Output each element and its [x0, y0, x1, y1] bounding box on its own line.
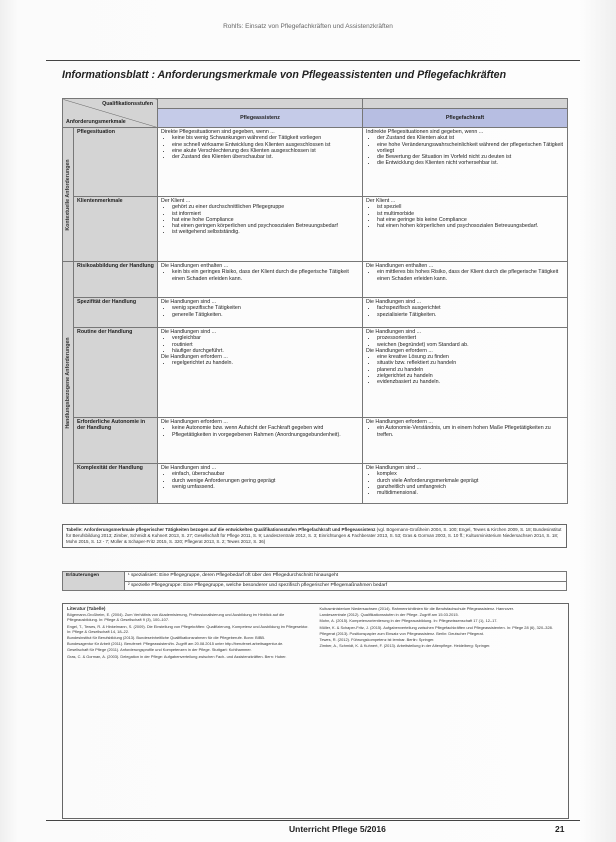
literature-entry: Engel, T., Tewes, R. & Hinkelmann, S. (2009). Die Einstellung von Pflegekräften: Qualifizierung, Kompetenz und Ausbildung im Pflegesektor. In: Pflege & Gesellschaft 14, 18–22. — [67, 623, 309, 634]
cell-care-situation-specialist: Indirekte Pflegesituationen sind gegeben, wenn ... • der Zustand des Klienten akut ist • eine hohe Veränderungswahrscheinlichkeit während der pflegerischen Tätigkeit vorliegt • die Bewertung der Situation im Vorfeld nicht zu deuten ist • die Entwicklung des Klienten nicht vorhersehbar ist. — [363, 128, 568, 197]
explanations-table — [62, 571, 567, 591]
cell-specificity-specialist: Die Handlungen sind ... • fachspezifisch ausgerichtet • spezialisierte Tätigkeiten. — [363, 298, 568, 328]
row-label-care-situation: Pflegesituation — [74, 128, 158, 197]
literature-entry: Landeszentrale (2012). Qualifikationsstufen in der Pflege. Zugriff am 15.03.2015. — [319, 612, 459, 618]
literature-entry: Tewes, R. (2012). Führungskompetenz ist lernbar. Berlin: Springer. — [319, 637, 435, 643]
cell-client-features-assistant: Der Klient ... • gehört zu einer durchschnittlichen Pflegegruppe • ist informiert • hat eine hohe Compliance • hat einen geringen körperlichen und psychosozialen Betreuungsbedarf • ist weitgehend selbstständig. — [158, 197, 363, 262]
cell-client-features-specialist: Der Klient ... • ist speziell • ist multimorbide • hat eine geringe bis keine Compliance • hat einen hohen körperlichen und psychosozialen Betreuungsbedarf. — [363, 197, 568, 262]
literature-entry: Bundesagentur für Arbeit (2011). Berufenet: Pflegeassistent/in. Zugriff am 20.08.2015 unter http://berufenet.arbeitsagentur.de. — [67, 641, 284, 647]
row-label-complexity: Komplexität der Handlung — [74, 464, 158, 504]
row-label-specificity: Spezifität der Handlung — [74, 298, 158, 328]
footer-rule — [46, 820, 580, 821]
literature-entry: Zimber, A., Schmidt, K. & Kuhnert, F. (2013). Arbeitsteilung in der Altenpflege. Heidelberg: Springer. — [319, 643, 491, 649]
literature-heading: Literatur (Tabelle) — [67, 606, 106, 611]
column-header-assistant: Pflegeassistenz — [158, 108, 363, 127]
running-head: Rohlfs: Einsatz von Pflegefachkräften und Assistenzkräften — [223, 23, 393, 30]
qualification-levels-label: Qualifikationsstufen — [102, 101, 153, 107]
page-title: Informationsblatt : Anforderungsmerkmale von Pflegeassistenten und Pflegefachkräften — [62, 69, 507, 81]
group-label-contextual-text: Kontextuelle Anforderungen — [64, 158, 71, 231]
cell-complexity-assistant: Die Handlungen sind ... • einfach, überschaubar • durch wenige Anforderungen gering geprägt • wenig umfassend. — [158, 464, 363, 504]
row-label-risk-mapping: Risikoabbildung der Handlung — [74, 262, 158, 298]
footer-magazine: Unterricht Pflege 5/2016 — [289, 824, 386, 834]
literature-entry: Mohn, A. (2015). Kompetenzorientierung in der Pflegeausbildung. In: Pflegewissenschaft 17 (1), 12–17. — [319, 618, 498, 624]
cell-autonomy-specialist: Die Handlungen erfordern ... • ein Autonomie-Verständnis, um in einem hohen Maße Pflegetätigkeiten zu treffen. — [363, 418, 568, 464]
literature-box — [62, 603, 569, 819]
literature-entry: Pflegerat (2013). Positionspapier zum Einsatz von Pflegeassistenz. Berlin: Deutscher Pflegerat. — [319, 630, 484, 636]
cell-care-situation-assistant: Direkte Pflegesituationen sind gegeben, wenn ... • keine bis wenig Schwankungen während der Tätigkeit vorliegen • eine schnell wirksame Entwicklung des Klienten ausgeschlossen ist • eine akute Verschlechterung des Klienten ausgeschlossen ist • der Zustand des Klienten überschaubar ist. — [158, 128, 363, 197]
literature-entry: Kultusministerium Niedersachsen (2014). Rahmenrichtlinien für die Berufsfachschule Pflegeassistenz. Hannover. — [319, 606, 514, 611]
row-label-client-features: Klientenmerkmale — [74, 197, 158, 262]
group-label-contextual — [63, 128, 74, 262]
header-spacer-specialist — [363, 99, 568, 109]
literature-entry: Bögemann-Großheim, E. (2004). Zum Verhältnis von Akademisierung, Professionalisierung und Ausbildung im Hinblick auf die Pflegeausbildung. In: Pflege & Gesellschaft 9 (3), 100–107. — [67, 612, 285, 623]
literature-entry: Gesellschaft für Pflege (2011). Anforderungsprofile und Kompetenzen in der Pflege. Stuttgart: Kohlhammer. — [67, 647, 252, 653]
literature-entry: Bundesinstitut für Berufsbildung (2013). Bundeseinheitliche Qualifikationsrahmen für die Pflegeberufe. Bonn: BIBB. — [67, 635, 266, 641]
cell-specificity-assistant: Die Handlungen sind ... • wenig spezifische Tätigkeiten • generelle Tätigkeiten. — [158, 298, 363, 328]
source-note-text: (vgl. Bögemann-Großheim 2004, S. 100; Engel, Tewes & Kirchen 2009, S. 18; Bundesinstitut für Berufsbildung 2013; Zimber, Schmidt & Kuhnert 2013, S. 27; Gesellschaft für Pflege 2011, S. 9; Landeszentrale 2012, S. 3; Einrichtungen & Fachberater 2013, S. 53; Gras & Gorman 2003, S. 10 ff.; Kultusministerium Niedersachsen 2014, S. 18; Mohn 2015, S. 12 - 7; Müller & Schaper-Fritz 2015, S. 320; Pflegerat 2013, S. 2; Tewes 2012, S. 36) — [66, 527, 562, 544]
cell-risk-mapping-specialist: Die Handlungen enthalten ... • ein mittleres bis hohes Risiko, dass der Klient durch die pflegerische Tätigkeit einen Schaden erleiden kann. — [363, 262, 568, 298]
literature-entry: Müller, K. & Schaper-Fritz, J. (2015). Aufgabenverteilung zwischen Pflegefachkräften und Pflegeassistenten. In: Pflege 28 (6), 320–328. — [319, 624, 553, 630]
explanation-2: ² spezielle Pflegegruppe: Eine Pflegegruppe, welche besonderer und spezifisch pflegerischer Pflegemaßnahmen bedarf — [125, 581, 567, 591]
row-label-autonomy: Erforderliche Autonomie in der Handlung — [74, 418, 158, 464]
literature-column-right — [316, 604, 569, 818]
group-label-action — [63, 262, 74, 504]
group-label-action-text: Handlungsbezogene Anforderungen — [64, 336, 71, 429]
source-note-heading: Tabelle: Anforderungsmerkmale pflegerischer Tätigkeiten bezogen auf die entwickelten Qualifikationsstufen Pflegefachkraft und Pflegeassistenz — [66, 527, 376, 532]
header-rule — [46, 60, 580, 61]
explanation-1: ¹ spezialisiert: Eine Pflegegruppe, deren Pflegebedarf oft über den Pflegedurchschnitt hinausgeht — [125, 572, 567, 582]
table-corner-header — [63, 99, 158, 128]
literature-entry: Gras, C. & Gorman, A. (2003). Delegation in der Pflege: Aufgabenverteilung zwischen Fach- und Assistenzkräften. Bern: Huber. — [67, 653, 287, 659]
cell-risk-mapping-assistant: Die Handlungen enthalten ... • kein bis ein geringes Risiko, dass der Klient durch die pflegerische Tätigkeit einen Schaden erleiden kann. — [158, 262, 363, 298]
cell-complexity-specialist: Die Handlungen sind ... • komplex • durch viele Anforderungsmerkmale geprägt • ganzheitlich und umfangreich • multidimensional. — [363, 464, 568, 504]
table-source-note — [62, 524, 567, 548]
requirements-table — [62, 98, 568, 504]
cell-routine-assistant: Die Handlungen sind ... • vergleichbar • routiniert • häufiger durchgeführt. Die Handlungen erfordern ... • regelgerichtet zu handeln. — [158, 328, 363, 418]
column-header-specialist: Pflegefachkraft — [363, 108, 568, 127]
row-label-routine: Routine der Handlung — [74, 328, 158, 418]
requirement-features-label: Anforderungsmerkmale — [66, 118, 126, 125]
explanations-label: Erläuterungen — [63, 572, 125, 591]
header-spacer-assistant — [158, 99, 363, 109]
cell-autonomy-assistant: Die Handlungen erfordern ... • keine Autonomie bzw. wenn Aufsicht der Fachkraft gegeben wird • Pflegetätigkeiten in vorgegebenen Rahmen (Anordnungsgebundenheit). — [158, 418, 363, 464]
cell-routine-specialist: Die Handlungen sind ... • prozessorientiert • weichen (begründet) vom Standard ab. Die Handlungen erfordern ... • eine kreative Lösung zu finden • situativ bzw. reflektiert zu handeln • planend zu handeln • zielgerichtet zu handeln • evidenzbasiert zu handeln. — [363, 328, 568, 418]
page-number: 21 — [555, 824, 565, 834]
literature-column-left — [63, 604, 316, 818]
